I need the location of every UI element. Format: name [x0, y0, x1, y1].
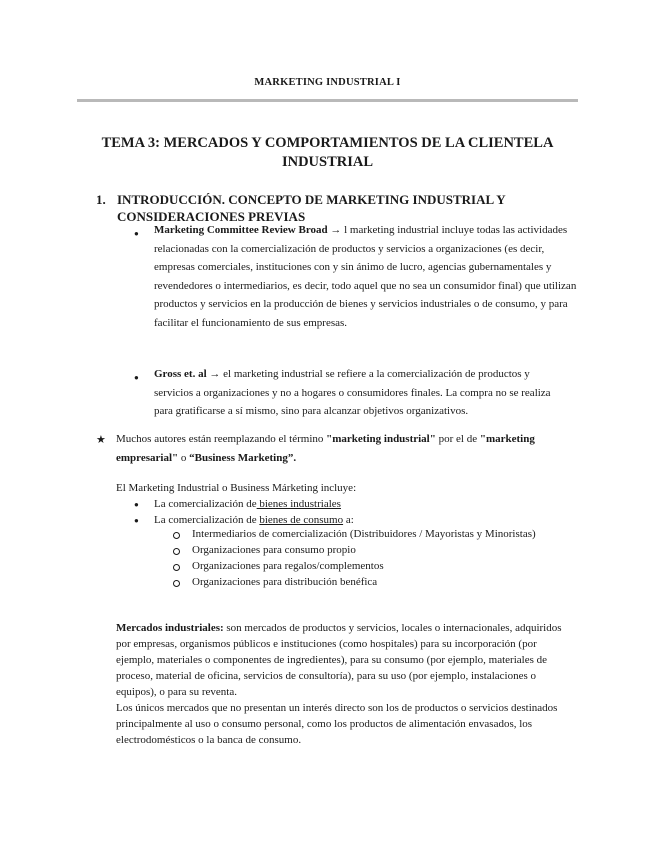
- definition-text: l marketing industrial incluye todas las actividades relacionadas con la comercialización de productos y servicios a organizaciones (es decir, empresas comerciales, instituciones con y sin ánimo de lucro, agencias gubernamentales y revendedores o intermediarios, es decir, todo aquel que no sea un consumidor final) que utilizan productos y servicios en la producción de bienes y servicios industriales o de consumo, y para facilitar el funcionamiento de sus empresas.: [154, 224, 577, 329]
- terminology-note: [116, 430, 571, 467]
- section-number: 1.: [96, 192, 106, 207]
- definition-source: Gross et. al: [154, 368, 207, 380]
- bullet-icon: ●: [134, 229, 139, 238]
- sub-item: Organizaciones para consumo propio: [192, 544, 356, 556]
- circle-bullet-icon: [173, 564, 180, 571]
- note-text: por el de: [435, 433, 480, 445]
- note-text: o: [178, 451, 190, 464]
- sub-item: Intermediarios de comercialización (Distribuidores / Mayoristas y Minoristas): [192, 528, 536, 540]
- mercados-text: son mercados de productos y servicios, locales o internacionales, adquiridos por empresas, organismos públicos e instituciones (como hospitales) para su incorporación (por ejemplo, materiales o componentes de ingredientes), para su consumo (por ejemplo, materiales de proceso, material de oficina, servicios de consultoría), para su uso (por ejemplo, instalaciones o equipos), o para su reventa.: [116, 622, 562, 698]
- bullet-definition-gross: [154, 365, 564, 421]
- header-divider: [77, 99, 578, 102]
- mercados-paragraph-2: Los únicos mercados que no presentan un interés directo son los de productos o servicios destinados principalmente al uso o consumo personal, como los productos de alimentación envasados, los electrodomésticos o la banca de consumo.: [116, 702, 558, 746]
- underlined-term: bienes de consumo: [259, 514, 344, 526]
- bullet-definition-broad: [154, 221, 582, 332]
- note-term: "marketing empresarial": [116, 433, 535, 464]
- arrow-icon: →: [206, 368, 224, 380]
- star-icon: ★: [96, 434, 106, 446]
- arrow-icon: →: [327, 224, 345, 236]
- note-text: Muchos autores están reemplazando el término: [116, 433, 327, 445]
- mercados-paragraph: [116, 620, 566, 700]
- includes-item-1: [154, 496, 554, 512]
- note-term: “Business Marketing”.: [189, 451, 297, 464]
- tema-title: TEMA 3: MERCADOS Y COMPORTAMIENTOS DE LA CLIENTELA INDUSTRIAL: [101, 135, 554, 170]
- definition-text: el marketing industrial se refiere a la comercialización de productos y servicios a organizaciones y no a hogares o consumidores finales. La compra no se realiza para gratificarse a sí mismo, sino para alcanzar objetivos organizativos.: [154, 368, 551, 417]
- mercados-term: Mercados industriales:: [116, 622, 224, 634]
- circle-bullet-icon: [173, 548, 180, 555]
- bullet-icon: ●: [134, 516, 139, 525]
- page-header: MARKETING INDUSTRIAL I: [254, 77, 401, 88]
- sub-item: Organizaciones para regalos/complementos: [192, 560, 384, 572]
- circle-bullet-icon: [173, 580, 180, 587]
- underlined-term: bienes industriales: [256, 498, 341, 510]
- item-text: a:: [343, 514, 354, 526]
- item-text: La comercialización de: [154, 514, 260, 526]
- definition-source: Marketing Committee Review Broad: [154, 224, 328, 236]
- bullet-icon: ●: [134, 500, 139, 509]
- circle-bullet-icon: [173, 532, 180, 539]
- item-text: La comercialización de: [154, 498, 257, 510]
- section-title: INTRODUCCIÓN. CONCEPTO DE MARKETING INDUSTRIAL Y CONSIDERACIONES PREVIAS: [117, 192, 506, 224]
- sub-item: Organizaciones para distribución benéfica: [192, 576, 378, 588]
- includes-intro: El Marketing Industrial o Business Márketing incluye:: [116, 482, 357, 494]
- bullet-icon: ●: [134, 373, 139, 382]
- note-term: "marketing industrial": [326, 433, 436, 445]
